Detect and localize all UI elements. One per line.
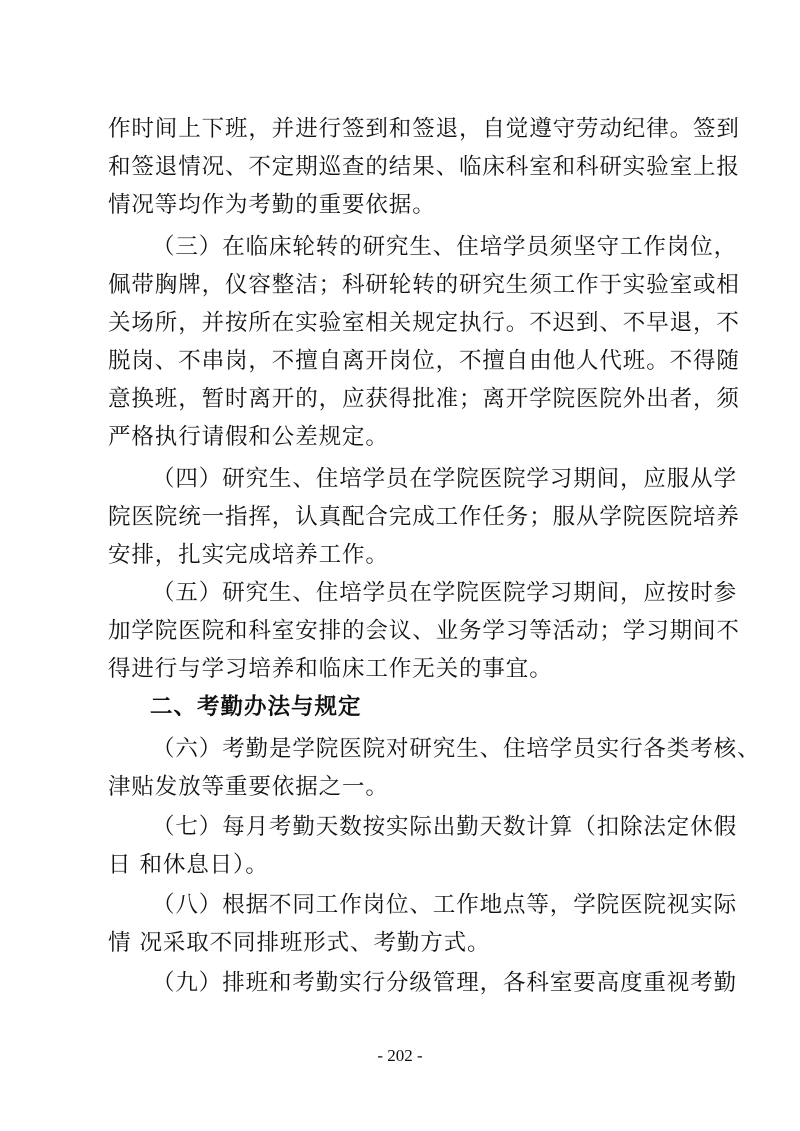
paragraph-line: 和签退情况、不定期巡查的结果、临床科室和科研实验室上报 xyxy=(108,154,740,180)
section-heading: 二、考勤办法与规定 xyxy=(150,694,362,720)
paragraph-line: 佩带胸牌，仪容整洁；科研轮转的研究生须工作于实验室或相 xyxy=(108,272,740,298)
paragraph-line: 严格执行请假和公差规定。 xyxy=(108,424,389,450)
paragraph-line: （六）考勤是学院医院对研究生、住培学员实行各类考核、 xyxy=(152,736,761,762)
paragraph-line: 情况等均作为考勤的重要依据。 xyxy=(108,192,436,218)
paragraph-line: （八）根据不同工作岗位、工作地点等，学院医院视实际 xyxy=(152,892,738,918)
paragraph-line: 院医院统一指挥，认真配合完成工作任务；服从学院医院培养 xyxy=(108,504,740,530)
paragraph-line: 日 和休息日）。 xyxy=(108,852,269,878)
paragraph-line: 作时间上下班，并进行签到和签退，自觉遵守劳动纪律。签到 xyxy=(108,116,740,142)
paragraph-line: （五）研究生、住培学员在学院医院学习期间，应按时参 xyxy=(152,580,738,606)
paragraph-line: 关场所，并按所在实验室相关规定执行。不迟到、不早退，不 xyxy=(108,310,740,336)
paragraph-line: 情 况采取不同排班形式、考勤方式。 xyxy=(108,930,491,956)
page-number: - 202 - xyxy=(377,1046,423,1065)
paragraph-line: （九）排班和考勤实行分级管理，各科室要高度重视考勤 xyxy=(152,970,738,996)
paragraph-line: （七）每月考勤天数按实际出勤天数计算（扣除法定休假 xyxy=(152,814,738,840)
paragraph-line: （三）在临床轮转的研究生、住培学员须坚守工作岗位， xyxy=(152,234,738,260)
paragraph-line: 安排，扎实完成培养工作。 xyxy=(108,542,389,568)
paragraph-line: 得进行与学习培养和临床工作无关的事宜。 xyxy=(108,656,553,682)
paragraph-line: （四）研究生、住培学员在学院医院学习期间，应服从学 xyxy=(152,466,738,492)
paragraph-line: 加学院医院和科室安排的会议、业务学习等活动；学习期间不 xyxy=(108,618,740,644)
paragraph-line: 津贴发放等重要依据之一。 xyxy=(108,774,389,800)
paragraph-line: 意换班，暂时离开的，应获得批准；离开学院医院外出者，须 xyxy=(108,386,740,412)
paragraph-line: 脱岗、不串岗，不擅自离开岗位，不擅自由他人代班。不得随 xyxy=(108,348,740,374)
